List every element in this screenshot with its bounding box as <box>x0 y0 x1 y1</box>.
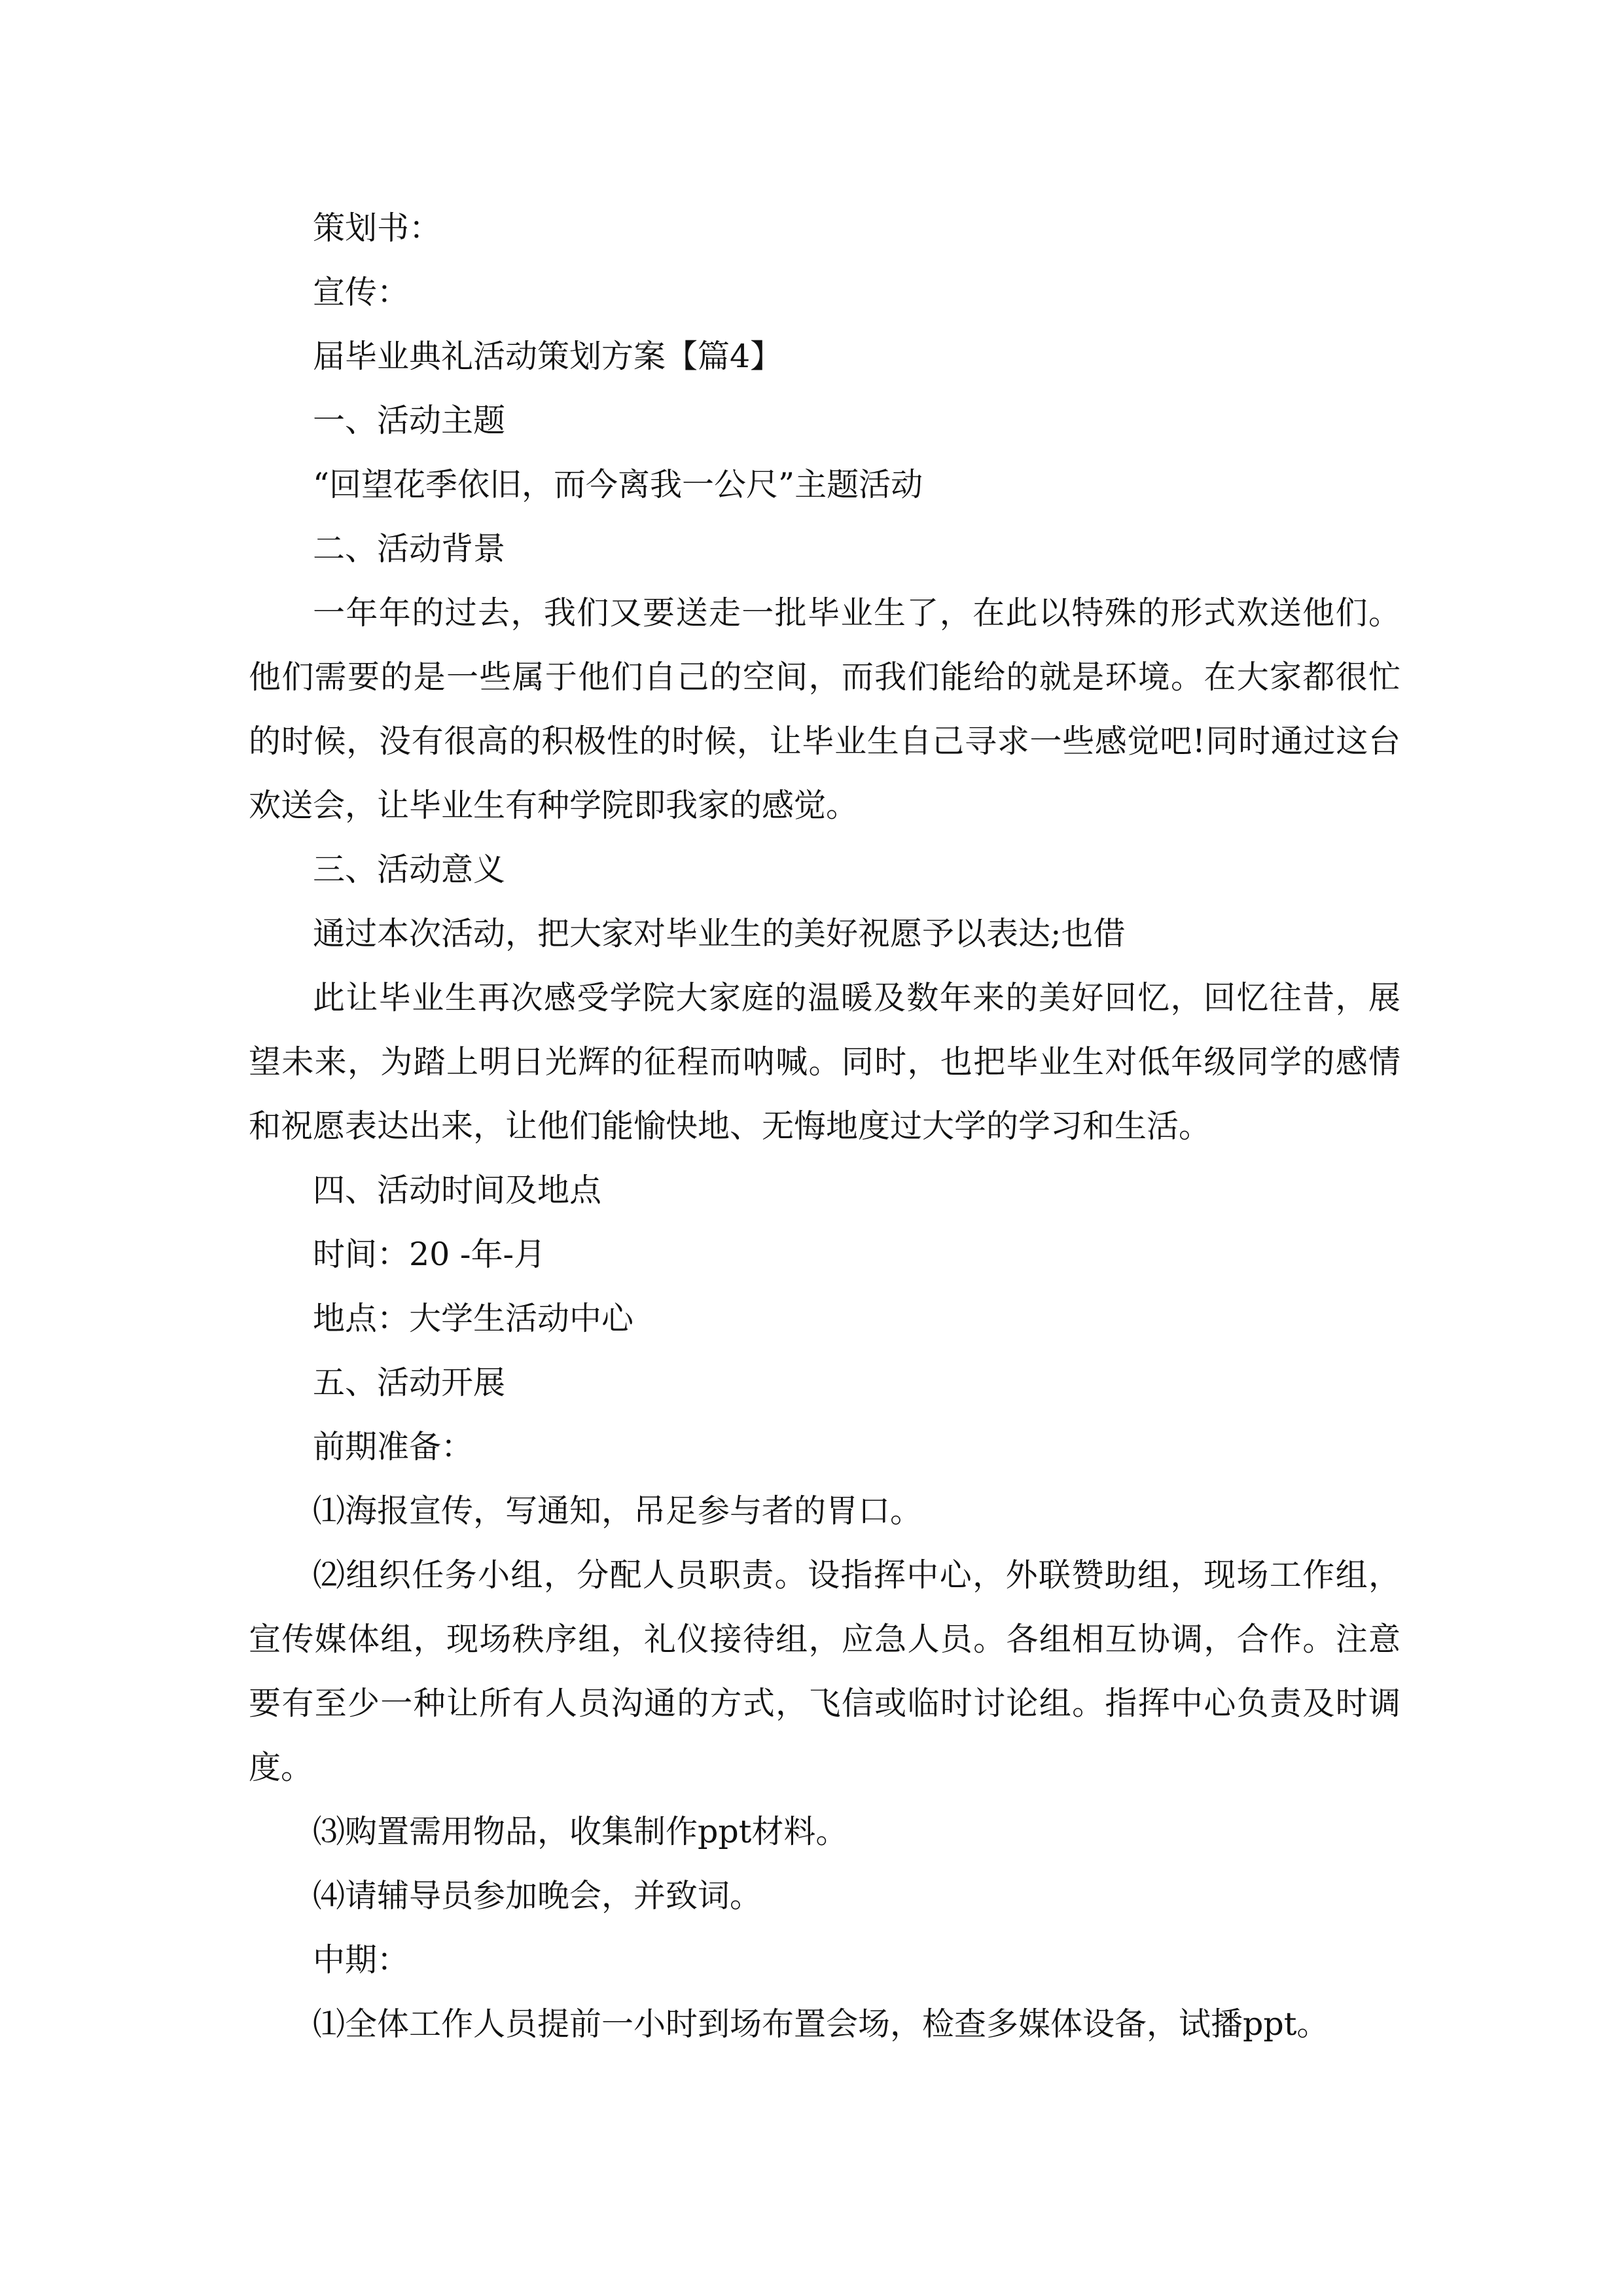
paragraph-theme-text: “回望花季依旧，而今离我一公尺”主题活动 <box>313 466 923 503</box>
paragraph-mid-stage-heading: 中期： <box>313 1941 410 1979</box>
heading-activity-development: 五、活动开展 <box>313 1364 506 1401</box>
paragraph-section-title: 届毕业典礼活动策划方案【篇4】 <box>313 338 783 375</box>
paragraph-background-text: 一年年的过去，我们又要送走一批毕业生了，在此以特殊的形式欢送他们。他们需要的是一些属于他们自己的空间，而我们能给的就是环境。在大家都很忙的时候，没有很高的积极性的时候，让毕业生自己寻求一些感觉吧!同时通过这台欢送会，让毕业生有种学院即我家的感觉。 <box>249 594 1400 824</box>
paragraph-publicity: 宣传： <box>313 274 410 311</box>
list-item-2: ⑵组织任务小组，分配人员职责。设指挥中心，外联赞助组，现场工作组，宣传媒体组，现场秩序组，礼仪接待组，应急人员。各组相互协调，合作。注意要有至少一种让所有人员沟通的方式，飞信或临时讨论组。指挥中心负责及时调度。 <box>249 1556 1400 1786</box>
list-item-4: ⑷请辅导员参加晚会，并致词。 <box>313 1877 762 1914</box>
paragraph-significance-line-1: 通过本次活动，把大家对毕业生的美好祝愿予以表达;也借 <box>313 915 1126 952</box>
heading-activity-theme: 一、活动主题 <box>313 402 506 439</box>
list-item-mid-1: ⑴全体工作人员提前一小时到场布置会场，检查多媒体设备，试播ppt。 <box>313 2005 1329 2043</box>
document-body <box>249 196 1400 2056</box>
heading-time-and-place: 四、活动时间及地点 <box>313 1172 602 1209</box>
list-item-1: ⑴海报宣传，写通知，吊足参与者的胃口。 <box>313 1492 923 1530</box>
paragraph-planning-book: 策划书： <box>313 209 442 247</box>
heading-activity-background: 二、活动背景 <box>313 530 506 567</box>
paragraph-preparation-heading: 前期准备： <box>313 1428 474 1465</box>
paragraph-significance-line-2: 此让毕业生再次感受学院大家庭的温暖及数年来的美好回忆，回忆往昔，展望未来，为踏上明日光辉的征程而呐喊。同时，也把毕业生对低年级同学的感情和祝愿表达出来，让他们能愉快地、无悔地度过大学的学习和生活。 <box>249 979 1400 1145</box>
paragraph-time: 时间：20 -年-月 <box>313 1236 546 1273</box>
paragraph-place: 地点：大学生活动中心 <box>313 1300 634 1337</box>
list-item-3: ⑶购置需用物品，收集制作ppt材料。 <box>313 1813 848 1850</box>
heading-activity-significance: 三、活动意义 <box>313 851 506 888</box>
